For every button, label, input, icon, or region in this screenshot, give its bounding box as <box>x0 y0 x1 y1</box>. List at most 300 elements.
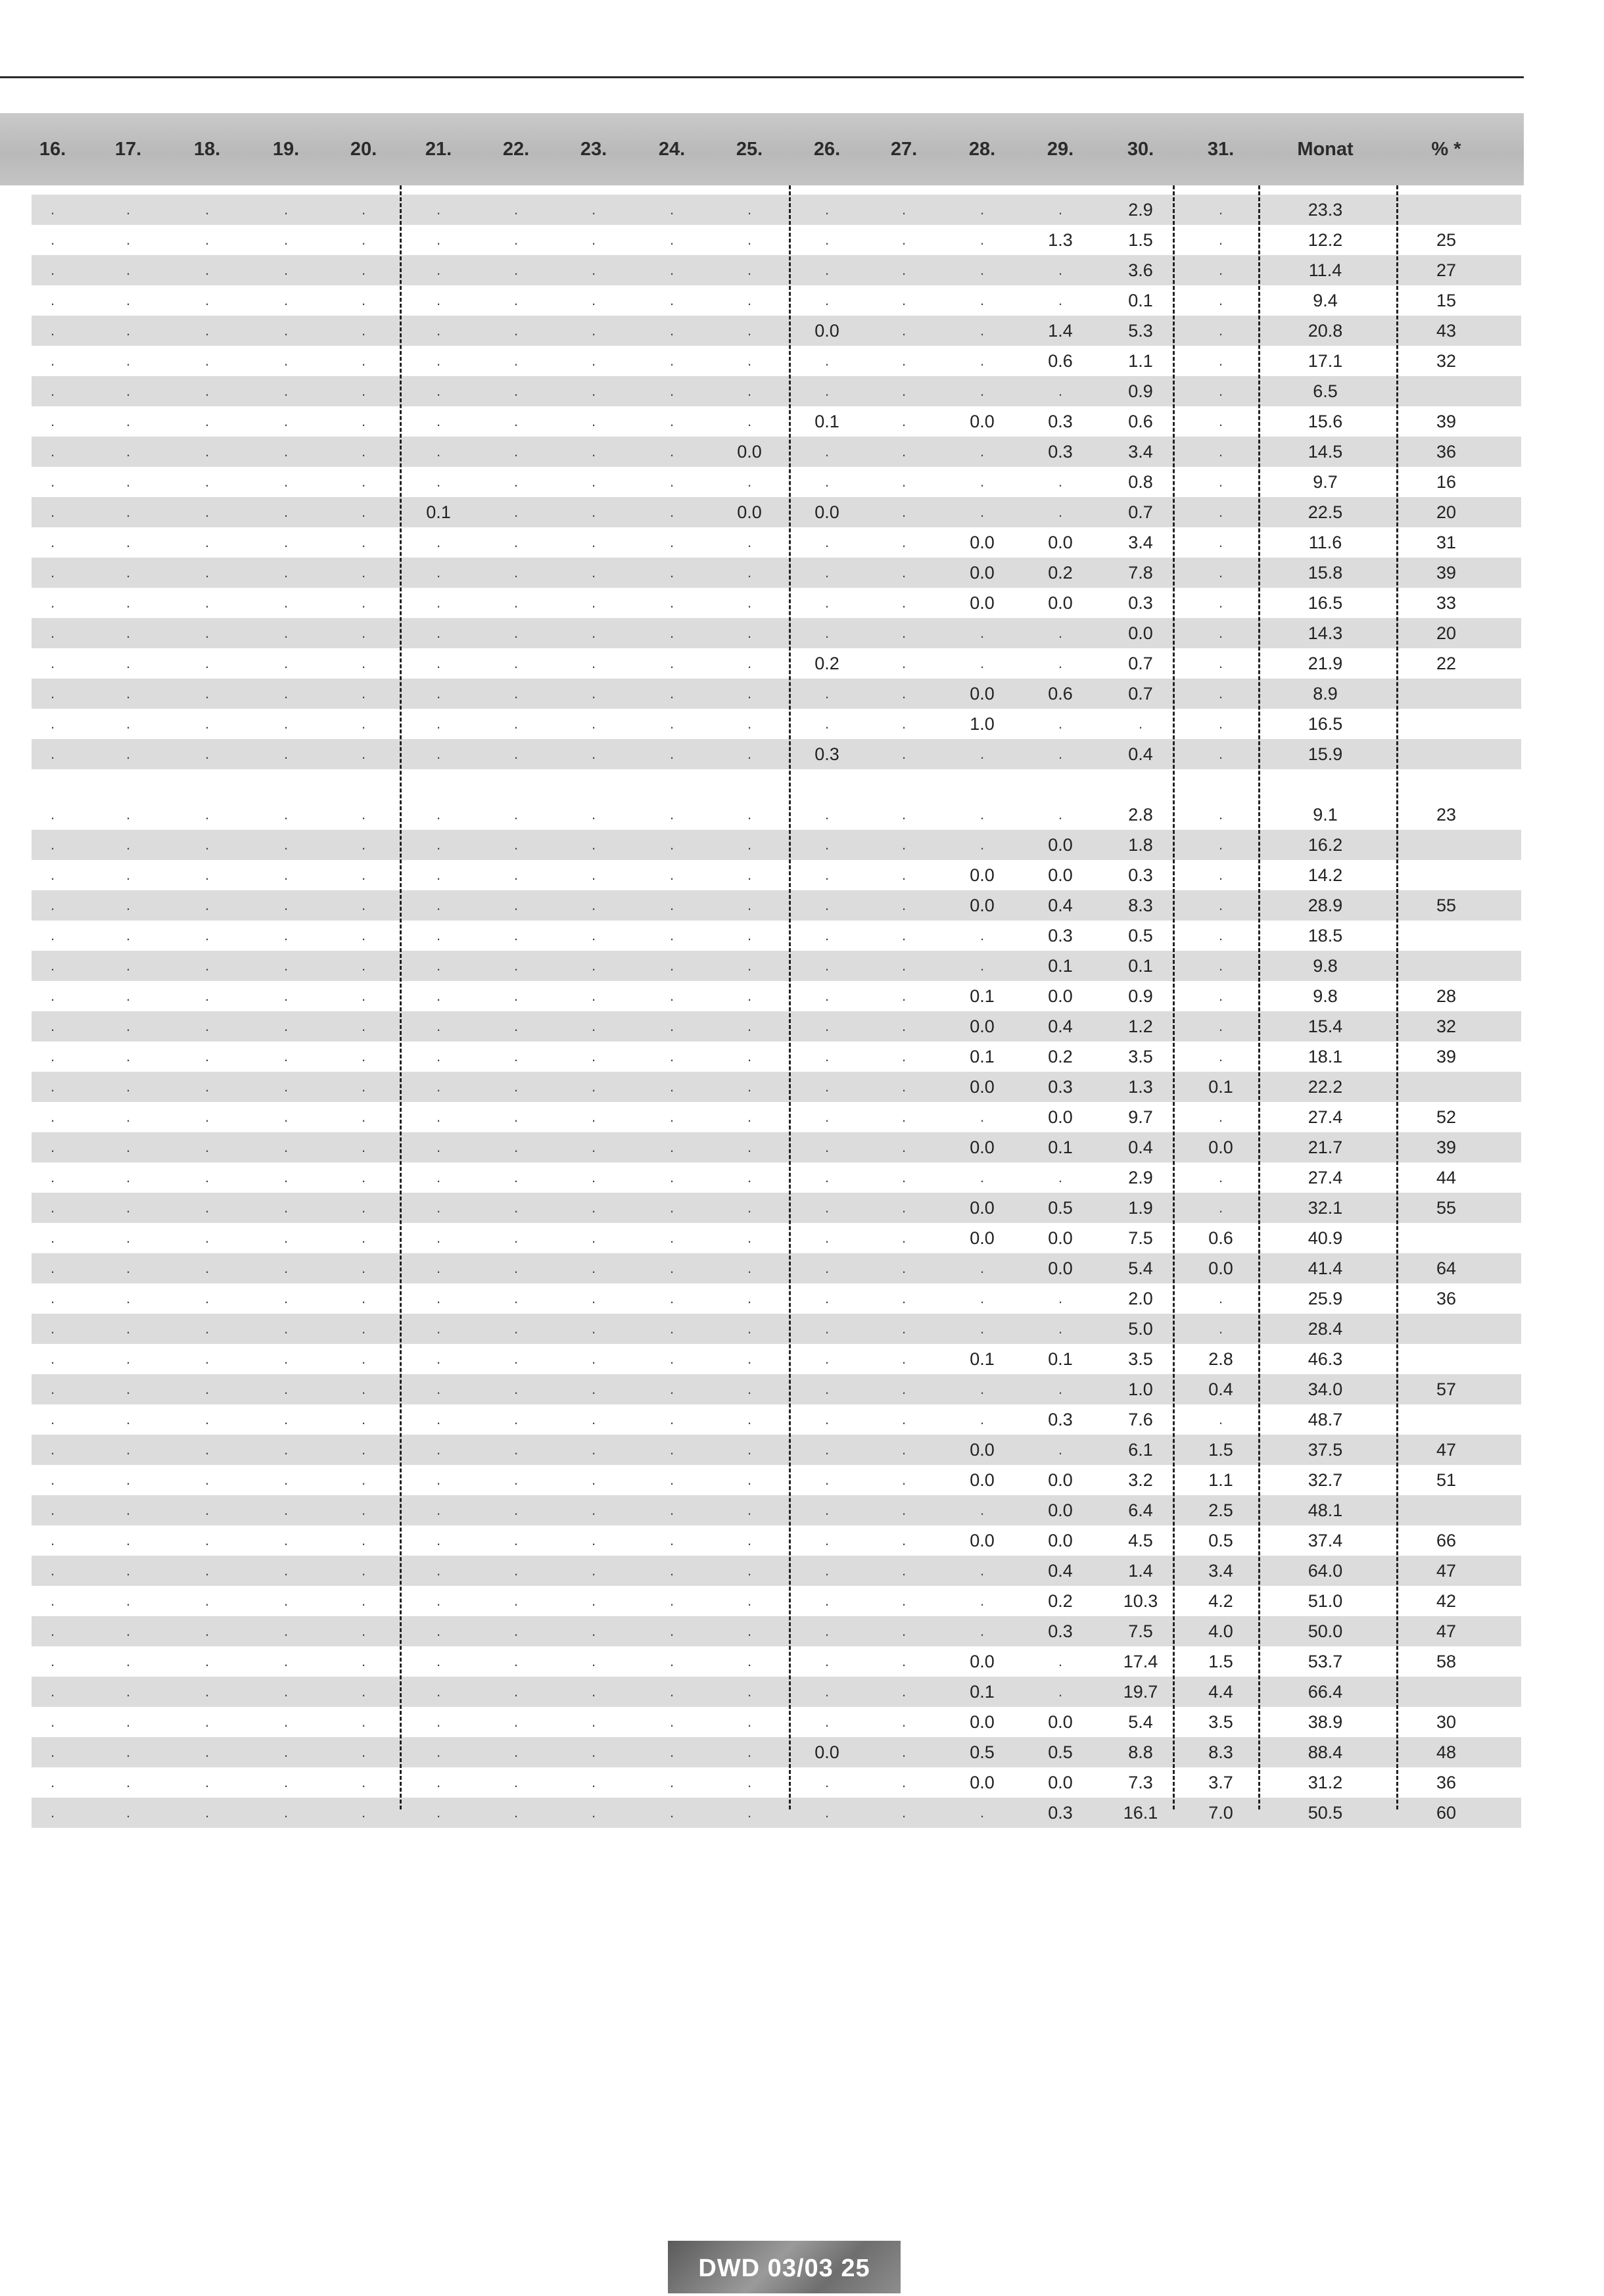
column-header: 29. <box>1047 139 1074 160</box>
table-row <box>32 1132 1521 1162</box>
table-cell: 0.0 <box>970 684 995 704</box>
table-cell: . <box>824 988 830 1004</box>
table-cell: . <box>204 715 210 732</box>
table-cell: . <box>824 352 830 369</box>
table-cell: . <box>436 1381 441 1397</box>
table-cell: . <box>669 1683 674 1700</box>
table-cell: 3.6 <box>1128 260 1153 280</box>
table-cell: . <box>361 1744 366 1760</box>
table-cell: . <box>361 1139 366 1155</box>
table-cell: . <box>50 1804 55 1821</box>
table-cell: . <box>436 443 441 460</box>
table-cell: . <box>591 867 596 883</box>
table-row <box>32 1586 1521 1616</box>
table-cell: . <box>283 534 289 550</box>
table-cell: . <box>436 1653 441 1669</box>
percent-cell: 44 <box>1436 1168 1457 1187</box>
table-cell: . <box>747 292 752 308</box>
column-header: 27. <box>890 139 918 160</box>
month-total-cell: 66.4 <box>1308 1682 1343 1702</box>
table-cell: . <box>513 473 519 490</box>
table-cell: . <box>824 867 830 883</box>
table-cell: . <box>824 443 830 460</box>
percent-cell: 23 <box>1436 805 1457 825</box>
table-cell: . <box>824 1411 830 1427</box>
table-cell: . <box>513 1744 519 1760</box>
table-cell: . <box>126 836 131 853</box>
table-cell: 0.0 <box>1208 1137 1233 1157</box>
table-cell: 1.4 <box>1128 1561 1153 1581</box>
table-cell: . <box>1058 383 1063 399</box>
table-cell: . <box>283 836 289 853</box>
table-cell: . <box>591 443 596 460</box>
table-cell: . <box>669 625 674 641</box>
table-cell: . <box>591 897 596 913</box>
table-cell: . <box>204 1562 210 1579</box>
table-cell: . <box>1218 655 1223 671</box>
table-cell: . <box>283 927 289 944</box>
table-cell: . <box>747 1441 752 1458</box>
table-row <box>32 1102 1521 1132</box>
table-cell: . <box>283 1290 289 1306</box>
table-cell: . <box>669 473 674 490</box>
table-cell: 0.0 <box>970 593 995 613</box>
table-cell: . <box>361 1018 366 1034</box>
table-cell: . <box>669 1230 674 1246</box>
table-cell: 1.1 <box>1208 1470 1233 1490</box>
table-cell: . <box>901 1713 907 1730</box>
column-header: 26. <box>813 139 841 160</box>
table-cell: 0.3 <box>1048 1803 1073 1823</box>
table-cell: 0.3 <box>1128 865 1153 885</box>
table-cell: . <box>283 988 289 1004</box>
table-cell: . <box>591 1048 596 1064</box>
table-cell: . <box>1218 1048 1223 1064</box>
table-cell: . <box>204 1139 210 1155</box>
table-cell: . <box>436 1290 441 1306</box>
table-cell: 0.0 <box>970 1440 995 1460</box>
table-cell: . <box>436 1774 441 1790</box>
table-cell: . <box>747 1623 752 1639</box>
table-cell: . <box>824 1320 830 1337</box>
table-cell: . <box>591 1562 596 1579</box>
table-cell: . <box>591 1230 596 1246</box>
table-cell: . <box>436 1623 441 1639</box>
table-cell: . <box>669 746 674 762</box>
table-cell: 0.2 <box>814 654 839 673</box>
table-cell: 0.3 <box>1048 1410 1073 1429</box>
table-cell: . <box>361 594 366 611</box>
table-cell: . <box>361 1713 366 1730</box>
month-total-cell: 32.1 <box>1308 1198 1343 1218</box>
table-cell: 0.0 <box>970 865 995 885</box>
table-cell: . <box>747 352 752 369</box>
table-cell: . <box>361 1169 366 1185</box>
table-cell: . <box>283 231 289 248</box>
table-cell: . <box>979 836 985 853</box>
column-header: 18. <box>193 139 221 160</box>
table-cell: . <box>361 443 366 460</box>
percent-cell: 20 <box>1436 623 1457 643</box>
table-row <box>32 1556 1521 1586</box>
table-cell: . <box>283 1169 289 1185</box>
table-cell: . <box>513 1441 519 1458</box>
table-cell: . <box>436 383 441 399</box>
table-cell: . <box>283 1048 289 1064</box>
table-cell: . <box>513 413 519 429</box>
table-cell: . <box>669 413 674 429</box>
table-cell: . <box>513 1139 519 1155</box>
table-cell: . <box>1058 806 1063 823</box>
table-row <box>32 588 1521 618</box>
table-cell: . <box>1058 1653 1063 1669</box>
table-cell: . <box>824 1804 830 1821</box>
table-cell: . <box>361 564 366 581</box>
table-cell: . <box>436 957 441 974</box>
table-cell: . <box>126 655 131 671</box>
table-cell: . <box>1218 201 1223 218</box>
table-cell: . <box>204 564 210 581</box>
table-cell: . <box>979 927 985 944</box>
table-cell: . <box>824 594 830 611</box>
table-cell: . <box>513 504 519 520</box>
table-cell: . <box>436 292 441 308</box>
table-cell: . <box>669 322 674 339</box>
table-cell: . <box>824 1290 830 1306</box>
table-cell: . <box>591 1683 596 1700</box>
table-cell: . <box>979 443 985 460</box>
table-cell: . <box>283 473 289 490</box>
table-cell: . <box>126 1713 131 1730</box>
table-cell: . <box>50 836 55 853</box>
table-cell: . <box>436 988 441 1004</box>
table-cell: . <box>901 292 907 308</box>
table-cell: 0.6 <box>1048 351 1073 371</box>
table-cell: . <box>747 655 752 671</box>
table-cell: . <box>591 685 596 702</box>
table-cell: . <box>204 1199 210 1216</box>
table-cell: . <box>436 715 441 732</box>
table-cell: . <box>669 262 674 278</box>
table-cell: . <box>669 1411 674 1427</box>
table-cell: . <box>747 1109 752 1125</box>
table-cell: . <box>283 1320 289 1337</box>
table-cell: . <box>669 292 674 308</box>
column-header: 25. <box>736 139 763 160</box>
table-cell: . <box>204 322 210 339</box>
table-cell: . <box>283 383 289 399</box>
table-cell: . <box>204 1532 210 1548</box>
table-cell: 7.5 <box>1128 1621 1153 1641</box>
table-cell: 0.0 <box>737 502 762 522</box>
table-cell: . <box>591 1320 596 1337</box>
table-cell: 0.4 <box>1048 1561 1073 1581</box>
table-cell: . <box>513 262 519 278</box>
table-cell: 3.7 <box>1208 1773 1233 1792</box>
table-cell: . <box>901 1502 907 1518</box>
table-cell: . <box>1058 292 1063 308</box>
table-cell: . <box>50 352 55 369</box>
percent-cell: 47 <box>1436 1561 1457 1581</box>
table-cell: . <box>1218 897 1223 913</box>
month-total-cell: 22.5 <box>1308 502 1343 522</box>
table-cell: . <box>1218 957 1223 974</box>
table-cell: . <box>901 504 907 520</box>
table-cell: . <box>50 443 55 460</box>
table-cell: . <box>361 836 366 853</box>
table-cell: 6.1 <box>1128 1440 1153 1460</box>
table-cell: . <box>361 262 366 278</box>
table-row <box>32 1737 1521 1767</box>
table-cell: . <box>979 1381 985 1397</box>
table-cell: 1.8 <box>1128 835 1153 855</box>
table-cell: 7.8 <box>1128 563 1153 583</box>
table-cell: . <box>204 927 210 944</box>
table-cell: . <box>513 655 519 671</box>
table-cell: . <box>669 1139 674 1155</box>
table-cell: . <box>1058 473 1063 490</box>
table-cell: . <box>361 383 366 399</box>
table-cell: . <box>824 473 830 490</box>
table-cell: . <box>979 504 985 520</box>
table-cell: . <box>1058 625 1063 641</box>
table-cell: 0.7 <box>1128 502 1153 522</box>
table-cell: . <box>126 867 131 883</box>
table-row <box>32 195 1521 225</box>
table-cell: . <box>436 1532 441 1548</box>
table-cell: . <box>591 352 596 369</box>
table-cell: . <box>669 1381 674 1397</box>
table-cell: . <box>436 1683 441 1700</box>
table-cell: . <box>669 594 674 611</box>
table-cell: . <box>436 1109 441 1125</box>
table-cell: . <box>50 383 55 399</box>
table-cell: . <box>591 1260 596 1276</box>
table-cell: . <box>901 1441 907 1458</box>
percent-cell: 32 <box>1436 351 1457 371</box>
table-cell: . <box>747 1683 752 1700</box>
table-cell: . <box>824 897 830 913</box>
column-header: 19. <box>272 139 300 160</box>
table-cell: . <box>901 1290 907 1306</box>
table-cell: . <box>1218 988 1223 1004</box>
table-cell: . <box>126 1592 131 1609</box>
table-cell: . <box>436 927 441 944</box>
table-cell: . <box>1218 927 1223 944</box>
table-cell: . <box>361 1532 366 1548</box>
table-cell: . <box>979 1502 985 1518</box>
table-cell: . <box>979 1804 985 1821</box>
table-cell: . <box>979 231 985 248</box>
table-cell: 0.1 <box>814 412 839 431</box>
table-cell: . <box>591 292 596 308</box>
month-total-cell: 37.5 <box>1308 1440 1343 1460</box>
table-cell: . <box>50 1592 55 1609</box>
table-cell: . <box>436 352 441 369</box>
month-total-cell: 11.4 <box>1308 260 1342 280</box>
table-cell: . <box>513 867 519 883</box>
table-cell: 0.1 <box>970 986 995 1006</box>
table-cell: 0.5 <box>1048 1198 1073 1218</box>
table-cell: . <box>901 473 907 490</box>
table-cell: 0.3 <box>814 744 839 764</box>
table-cell: . <box>1218 534 1223 550</box>
table-cell: 0.0 <box>1048 1107 1073 1127</box>
month-total-cell: 34.0 <box>1308 1379 1343 1399</box>
table-cell: . <box>824 927 830 944</box>
table-cell: 0.0 <box>1048 1773 1073 1792</box>
table-cell: . <box>901 1381 907 1397</box>
table-cell: 0.0 <box>814 1742 839 1762</box>
table-cell: . <box>361 352 366 369</box>
table-cell: . <box>824 383 830 399</box>
table-cell: . <box>1218 685 1223 702</box>
table-cell: . <box>901 231 907 248</box>
table-cell: . <box>669 1502 674 1518</box>
table-cell: . <box>513 1351 519 1367</box>
table-cell: . <box>204 1230 210 1246</box>
table-cell: . <box>669 1623 674 1639</box>
table-cell: . <box>204 1411 210 1427</box>
table-cell: . <box>513 1471 519 1488</box>
month-total-cell: 27.4 <box>1308 1168 1343 1187</box>
table-cell: . <box>283 625 289 641</box>
month-total-cell: 6.5 <box>1313 381 1338 401</box>
table-cell: . <box>436 1078 441 1095</box>
table-cell: . <box>283 1713 289 1730</box>
table-cell: . <box>979 383 985 399</box>
table-cell: . <box>513 836 519 853</box>
table-cell: . <box>979 292 985 308</box>
table-cell: 0.1 <box>426 502 451 522</box>
table-cell: . <box>436 1139 441 1155</box>
table-cell: . <box>979 322 985 339</box>
table-row <box>32 1374 1521 1404</box>
table-cell: . <box>513 897 519 913</box>
percent-cell: 36 <box>1436 1289 1457 1308</box>
table-cell: . <box>824 1592 830 1609</box>
table-cell: . <box>204 1078 210 1095</box>
table-cell: 3.2 <box>1128 1470 1153 1490</box>
table-cell: 0.2 <box>1048 1047 1073 1066</box>
table-cell: . <box>361 231 366 248</box>
table-cell: 0.0 <box>970 1198 995 1218</box>
table-cell: . <box>591 1532 596 1548</box>
column-separator <box>400 185 402 1809</box>
table-cell: . <box>50 1562 55 1579</box>
table-cell: . <box>361 1411 366 1427</box>
month-total-cell: 28.9 <box>1308 896 1343 915</box>
table-cell: 0.6 <box>1048 684 1073 704</box>
table-cell: 5.4 <box>1128 1712 1153 1732</box>
table-cell: . <box>513 1048 519 1064</box>
table-cell: . <box>126 957 131 974</box>
table-cell: . <box>513 1653 519 1669</box>
table-row <box>32 1072 1521 1102</box>
table-cell: . <box>126 1774 131 1790</box>
table-cell: . <box>361 1199 366 1216</box>
table-row <box>32 406 1521 437</box>
table-cell: 1.1 <box>1128 351 1153 371</box>
table-cell: . <box>901 957 907 974</box>
table-cell: . <box>591 1411 596 1427</box>
column-header: 20. <box>350 139 377 160</box>
table-cell: . <box>669 1169 674 1185</box>
table-cell: . <box>50 1381 55 1397</box>
table-cell: . <box>747 1502 752 1518</box>
percent-cell: 58 <box>1436 1652 1457 1671</box>
table-cell: . <box>901 1199 907 1216</box>
table-cell: . <box>283 1502 289 1518</box>
table-cell: . <box>204 201 210 218</box>
table-cell: . <box>747 594 752 611</box>
table-cell: . <box>747 1290 752 1306</box>
table-cell: . <box>591 957 596 974</box>
month-total-cell: 37.4 <box>1308 1531 1343 1550</box>
percent-cell: 25 <box>1436 230 1457 250</box>
table-cell: . <box>513 1199 519 1216</box>
table-cell: . <box>361 504 366 520</box>
table-cell: . <box>1218 443 1223 460</box>
table-cell: . <box>204 504 210 520</box>
table-cell: . <box>669 1653 674 1669</box>
table-cell: . <box>361 1109 366 1125</box>
percent-cell: 47 <box>1436 1440 1457 1460</box>
table-cell: . <box>1058 262 1063 278</box>
table-header <box>0 113 1524 185</box>
table-cell: . <box>204 1320 210 1337</box>
table-cell: 0.2 <box>1048 563 1073 583</box>
table-cell: 0.0 <box>1048 1531 1073 1550</box>
percent-cell: 28 <box>1436 986 1457 1006</box>
table-row <box>32 1525 1521 1556</box>
table-cell: . <box>901 625 907 641</box>
column-header: 24. <box>658 139 686 160</box>
table-cell: 0.3 <box>1048 1621 1073 1641</box>
percent-cell: 32 <box>1436 1016 1457 1036</box>
table-cell: 0.0 <box>970 1016 995 1036</box>
table-cell: . <box>1218 836 1223 853</box>
table-cell: . <box>204 746 210 762</box>
column-header: 31. <box>1207 139 1235 160</box>
table-cell: . <box>436 1441 441 1458</box>
table-cell: . <box>747 1592 752 1609</box>
month-total-cell: 88.4 <box>1308 1742 1343 1762</box>
table-cell: . <box>824 1078 830 1095</box>
table-cell: . <box>50 655 55 671</box>
table-cell: 0.0 <box>970 896 995 915</box>
table-cell: . <box>669 1260 674 1276</box>
table-cell: . <box>50 292 55 308</box>
table-cell: . <box>824 1109 830 1125</box>
table-cell: . <box>591 1139 596 1155</box>
table-cell: . <box>513 1230 519 1246</box>
table-cell: . <box>979 1320 985 1337</box>
column-header: 28. <box>968 139 996 160</box>
table-cell: 0.0 <box>970 563 995 583</box>
table-cell: . <box>283 1744 289 1760</box>
table-cell: . <box>513 322 519 339</box>
table-cell: . <box>126 594 131 611</box>
table-cell: . <box>50 897 55 913</box>
table-cell: . <box>361 534 366 550</box>
table-cell: . <box>361 473 366 490</box>
table-cell: . <box>126 1018 131 1034</box>
table-cell: . <box>50 1532 55 1548</box>
table-cell: . <box>513 957 519 974</box>
table-cell: 0.1 <box>970 1682 995 1702</box>
table-cell: 2.8 <box>1208 1349 1233 1369</box>
